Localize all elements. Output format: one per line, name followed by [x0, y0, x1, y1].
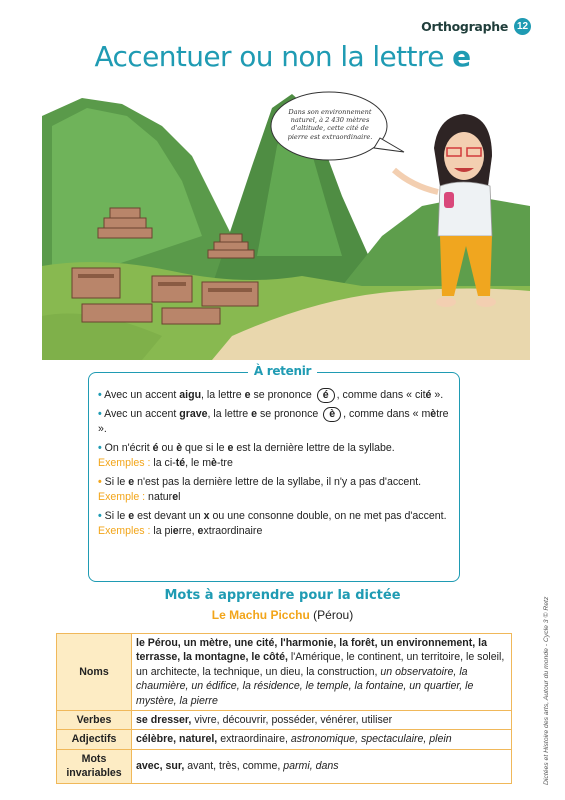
example-x-double: Exemples : la pierre, extraordinaire — [98, 525, 263, 537]
title-text: Accentuer ou non la lettre — [94, 40, 453, 73]
adjectifs-cell: célèbre, naturel, extraordinaire, astronomique, spectaculaire, plein — [132, 730, 512, 749]
mots-subtitle — [0, 608, 565, 622]
category-mots-invariables: Mots invariables — [57, 749, 132, 783]
noms-cell: le Pérou, un mètre, une cité, l'harmonie, la forêt, un environnement, la terrasse, la montagne, le côté, l'Amérique, le continent, un territoire, le soleil, un architecte, la technique, un dieu, la construction, un observatoire, la chaumière, un édifice, la résidence, le temple, la fontaine, un quartier, le mystère, la pierre — [132, 634, 512, 711]
section-label: Orthographe — [421, 19, 508, 34]
rule-no-accent: • Si le e n'est pas la dernière lettre de la syllabe, il n'y a pas d'accent. — [98, 476, 422, 488]
category-noms: Noms — [57, 634, 132, 711]
example-last-letter: Exemples : la ci-té, le mè-tre — [98, 457, 233, 469]
vocabulary-table — [56, 633, 512, 784]
title-letter: e — [452, 40, 471, 73]
table-row — [57, 711, 512, 730]
place-name: Le Machu Picchu — [211, 608, 310, 622]
side-credit: Dictées et Histoire des arts, Autour du monde - Cycle 3 © Retz — [543, 596, 550, 785]
speech-bubble-text: Dans son environnement naturel, à 2 430 mètres d'altitude, cette cité de pierre est extraordinaire. — [287, 108, 373, 141]
verbes-cell: se dresser, vivre, découvrir, posséder, vénérer, utiliser — [132, 711, 512, 730]
category-verbes: Verbes — [57, 711, 132, 730]
rule-aigu: • Avec un accent aigu, la lettre e se prononce é , comme dans « cité ». — [98, 389, 444, 401]
category-adjectifs: Adjectifs — [57, 730, 132, 749]
rule-last-letter: • On n'écrit é ou è que si le e est la dernière lettre de la syllabe. — [98, 442, 395, 454]
invariables-cell: avec, sur, avant, très, comme, parmi, dans — [132, 749, 512, 783]
sound-e-aigu: é — [317, 388, 335, 403]
table-row — [57, 730, 512, 749]
sound-e-grave: è — [323, 407, 341, 422]
table-row — [57, 749, 512, 783]
rules-list — [98, 388, 453, 543]
table-row — [57, 634, 512, 711]
rule-x-double: • Si le e est devant un x ou une consonne double, on ne met pas d'accent. — [98, 510, 447, 522]
example-no-accent: Exemple : naturel — [98, 491, 181, 503]
section-tag — [421, 18, 531, 35]
lesson-number-badge: 12 — [514, 18, 531, 35]
a-retenir-title: À retenir — [0, 362, 565, 380]
rule-grave: • Avec un accent grave, la lettre e se prononce è , comme dans « mètre ». — [98, 408, 449, 435]
page-title — [0, 40, 565, 73]
country-name: (Pérou) — [313, 608, 354, 622]
mots-title: Mots à apprendre pour la dictée — [164, 588, 401, 603]
